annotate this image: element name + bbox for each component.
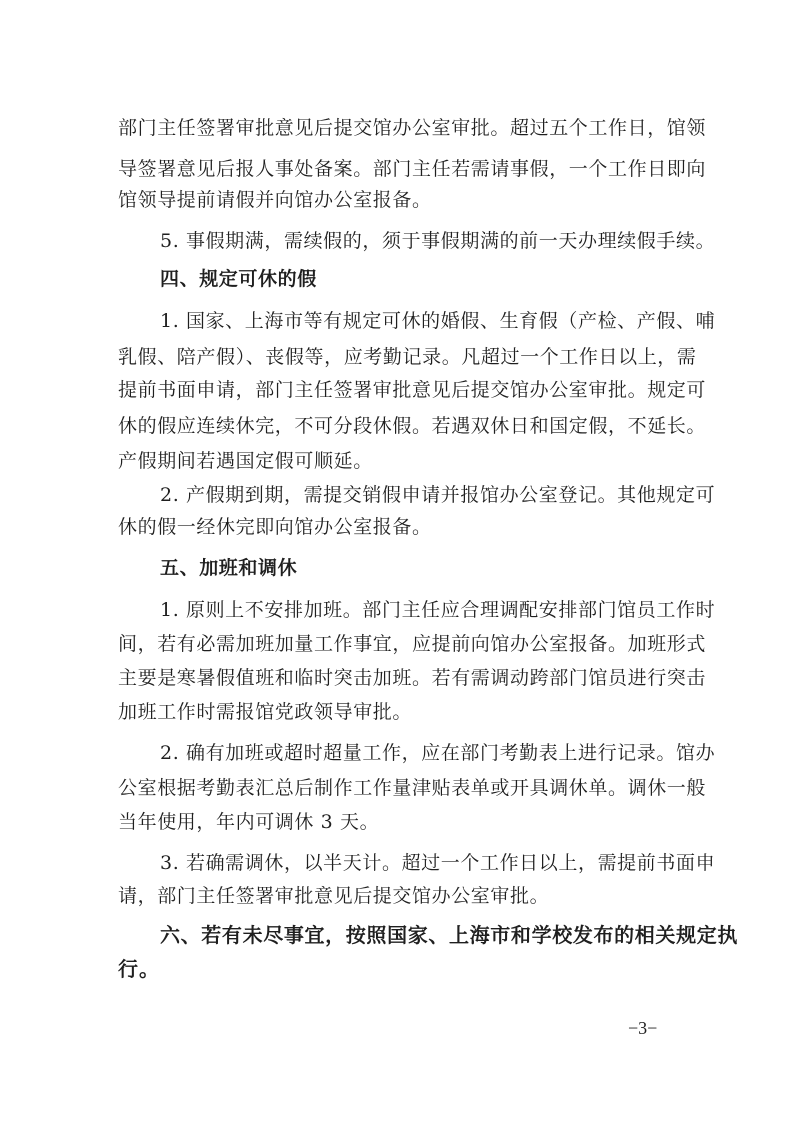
section-heading-6: 六、若有未尽事宜，按照国家、上海市和学校发布的相关规定执 [160, 923, 738, 947]
paragraph-line: 产假期间若遇国定假可顺延。 [118, 450, 373, 472]
paragraph-line: 2. 确有加班或超时超量工作，应在部门考勤表上进行记录。馆办 [160, 742, 716, 764]
paragraph-line: 部门主任签署审批意见后提交馆办公室审批。超过五个工作日，馆领 [118, 117, 707, 139]
paragraph-line: 休的假一经休完即向馆办公室报备。 [118, 516, 432, 538]
paragraph-line: 1. 原则上不安排加班。部门主任应合理调配安排部门馆员工作时 [160, 599, 716, 621]
paragraph-line: 1. 国家、上海市等有规定可休的婚假、生育假（产检、产假、哺 [160, 310, 716, 332]
paragraph-line: 提前书面申请，部门主任签署审批意见后提交馆办公室审批。规定可 [118, 379, 707, 401]
section-heading-5: 五、加班和调休 [160, 557, 298, 579]
paragraph-line: 请，部门主任签署审批意见后提交馆办公室审批。 [118, 885, 550, 907]
paragraph-line: 乳假、陪产假）、丧假等，应考勤记录。凡超过一个工作日以上，需 [118, 346, 697, 368]
paragraph-line: 间，若有必需加班加量工作事宜，应提前向馆办公室报备。加班形式 [118, 633, 707, 655]
paragraph-line: 当年使用，年内可调休 3 天。 [118, 811, 380, 833]
paragraph-line: 主要是寒暑假值班和临时突击加班。若有需调动跨部门馆员进行突击 [118, 667, 707, 689]
section-heading-4: 四、规定可休的假 [160, 268, 317, 290]
paragraph-line: 导签署意见后报人事处备案。部门主任若需请事假，一个工作日即向 [118, 158, 707, 180]
paragraph-line: 馆领导提前请假并向馆办公室报备。 [118, 189, 432, 211]
section-heading-6-continued: 行。 [118, 957, 160, 981]
paragraph-line: 2. 产假期到期，需提交销假申请并报馆办公室登记。其他规定可 [160, 484, 716, 506]
page-number: −3− [628, 1018, 658, 1038]
paragraph-line: 加班工作时需报馆党政领导审批。 [118, 701, 413, 723]
paragraph-line: 休的假应连续休完，不可分段休假。若遇双休日和国定假，不延长。 [118, 415, 707, 437]
paragraph-line: 5. 事假期满，需续假的，须于事假期满的前一天办理续假手续。 [160, 230, 716, 252]
paragraph-line: 公室根据考勤表汇总后制作工作量津贴表单或开具调休单。调休一般 [118, 777, 707, 799]
paragraph-line: 3. 若确需调休，以半天计。超过一个工作日以上，需提前书面申 [160, 852, 716, 874]
